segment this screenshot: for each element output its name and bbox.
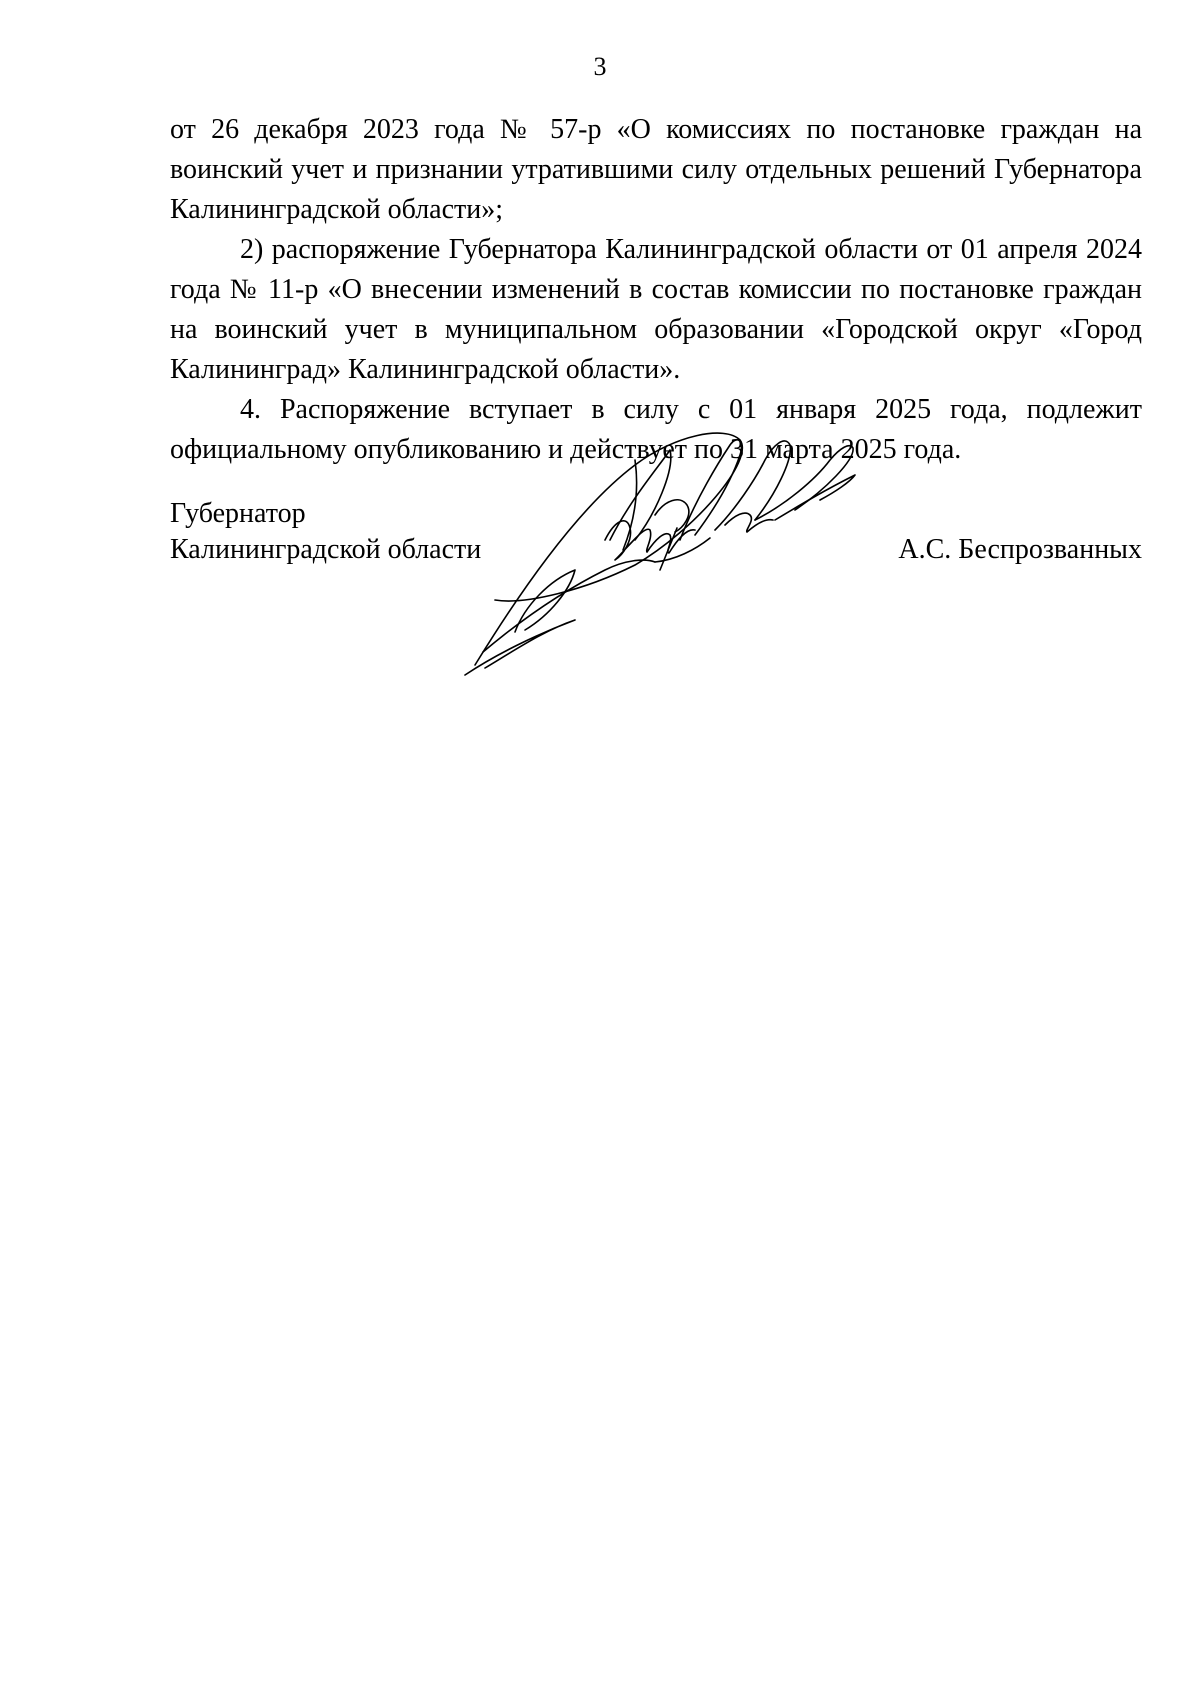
paragraph-item-4: 4. Распоряжение вступает в силу с 01 января 2025 года, подлежит официальному опубликованию и действует по 31 марта 2025 года. [170, 394, 1142, 465]
paragraph-continuation: от 26 декабря 2023 года № 57-р «О комиссиях по постановке граждан на воинский учет и признании утратившими силу отдельных решений Губернатора Калининградской области»; [170, 114, 1142, 225]
signatory-title [170, 496, 481, 568]
paragraph-item-2: 2) распоряжение Губернатора Калининградской области от 01 апреля 2024 года № 11-р «О внесении изменений в состав комиссии по постановке граждан на воинский учет в муниципальном образовании «Городской округ «Город Калининград» Калининградской области». [170, 234, 1142, 385]
signatory-title-line-2: Калининградской области [170, 534, 482, 565]
document-body [170, 110, 1142, 470]
signatory-name: А.С. Беспрозванных [898, 534, 1142, 565]
handwritten-signature [455, 420, 895, 680]
signatory-title-line-1: Губернатор [170, 498, 306, 529]
page-number: 3 [593, 52, 607, 81]
